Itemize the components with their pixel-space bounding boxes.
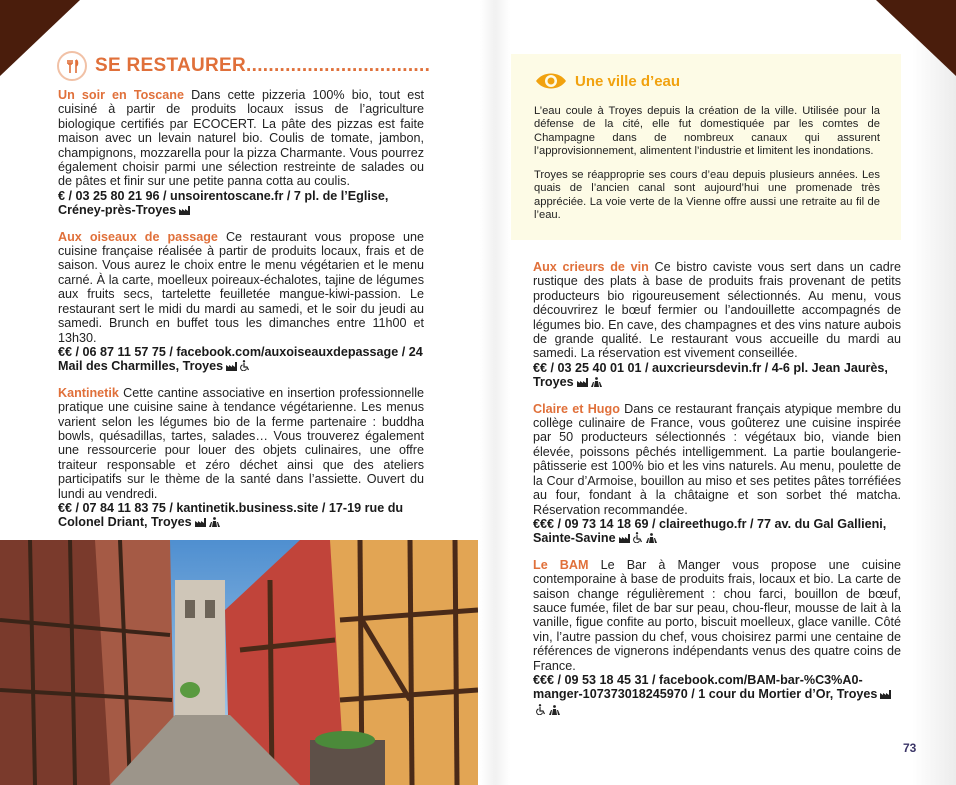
people-icon (646, 532, 657, 546)
restaurant-description: Dans ce restaurant français atypique membre du collège culinaire de France, vous goûterez une cuisine inspirée par 50 producteurs sélectionnés : végétaux bio, viande bien élevée, poissons pêchés intelligemment. La partie boulangerie-pâtisserie est 100% bio et les vins naturels. Au menu, poulette de la Cour d’Armoise, bouillon au miso et ses petites pâtes torréfiées au four, fondant à la châtaigne et son sorbet thé matcha. Réservation recommandée. (533, 401, 901, 517)
restaurant-description: Le Bar à Manger vous propose une cuisine contemporaine à base de produits frais, locaux et bio. La carte de saison change régulièrement : chou farci, bouillon de bœuf, sauce fumée, filet de bar sur peau, chou-fleur, mousse de lait à la vanille, figue confite au porto, biscuit moelleux, glace vanille. Côté vin, l’autre passion du chef, vous choisirez parmi une centaine de références de vignerons indépendants venus des quatre coins de France. (533, 557, 901, 673)
box-paragraph: L’eau coule à Troyes depuis la création de la ville. Utilisée pour la défense de la cité, elle fut domestiquée par les comtes de Champagne dans de nombreux canaux qui assurent l’approvisionnement, alimentent l’industrie et limitent les inondations. (534, 105, 880, 157)
restaurant-description: Dans cette pizzeria 100% bio, tout est cuisiné à partir de produits locaux issus de l’agriculture biologique certifiés par ECOCERT. La pâte des pizzas est faite maison avec un levain naturel bio. Coulis de tomate, jambon, champignons, mozzarella pour la pizza Charmante. Vous pourrez également choisir parmi une sélection restreinte de salades ou de pâtes et finir sur une petite panna cotta au coulis. (58, 88, 424, 189)
restaurant-entry (533, 402, 901, 547)
wheelchair-icon (536, 704, 546, 718)
restaurant-name: Aux crieurs de vin (533, 260, 649, 274)
restaurant-name: Aux oiseaux de passage (58, 229, 218, 244)
left-column (58, 88, 424, 542)
wheelchair-icon (240, 360, 250, 374)
restaurant-name: Un soir en Toscane (58, 88, 184, 102)
restaurant-name: Kantinetik (58, 385, 119, 400)
restaurant-info: €€ / 06 87 11 57 75 / facebook.com/auxoiseauxdepassage / 24 Mail des Charmilles, Troyes (58, 344, 423, 374)
eye-icon (535, 71, 567, 91)
restaurant-name: Claire et Hugo (533, 401, 620, 416)
section-header (57, 51, 430, 81)
factory-icon (195, 516, 206, 530)
restaurant-description: Cette cantine associative en insertion professionnelle pratique une cuisine saine à tendance végétarienne. Les menus varient selon les légumes bio de la ferme partenaire : buddha bowls, quésadillas, tartes, salades… Vous trouverez également une ressourcerie pour louer des objets culinaires, une offre traiteur responsable et zéro déchet ainsi que des ateliers participatifs sur le thème de la santé dans l’assiette. Ouvert du lundi au vendredi. (58, 385, 424, 501)
right-column (533, 260, 901, 729)
restaurant-info: € / 03 25 80 21 96 / unsoirentoscane.fr / 7 pl. de l’Eglise, Créney-près-Troyes (58, 188, 389, 218)
info-box (511, 54, 901, 240)
people-icon (591, 376, 602, 390)
restaurant-entry (58, 88, 424, 219)
factory-icon (577, 376, 588, 390)
wheelchair-icon (633, 532, 643, 546)
restaurant-description: Ce bistro caviste vous sert dans un cadre rustique des plats à base de produits frais provenant de petits producteurs bio rigoureusement sélectionnés. Au menu, vous découvrirez le bœuf fermier ou l’andouillette accompagnés de légumes bio. En cave, des champagnes et des vins nature aubois de grande qualité. Le restaurant vous accueille du mardi au samedi. La réservation est vivement conseillée. (533, 260, 902, 361)
factory-icon (619, 532, 630, 546)
people-icon (209, 516, 220, 530)
cutlery-icon (57, 51, 87, 81)
restaurant-name: Le BAM (533, 557, 589, 572)
factory-icon (226, 360, 237, 374)
restaurant-description: Ce restaurant vous propose une cuisine française réalisée à partir de produits locaux, frais et de saison. Vous aurez le choix entre le menu végétarien et le menu carné. À la carte, moelleux poireaux-échalotes, tajine de légumes aux fruits secs, tartelette feuilletée mangue-kiwi-passion. Le restaurant sert le midi du mardi au samedi, et le soir du jeudi au samedi. Brunch en buffet tous les dimanches entre 11h00 et 13h30. (58, 229, 425, 345)
restaurant-entry (58, 386, 424, 531)
restaurant-info: €€ / 07 84 11 83 75 / kantinetik.business.site / 17-19 rue du Colonel Driant, Troyes (58, 500, 404, 530)
restaurant-info: €€ / 03 25 40 01 01 / auxcrieursdevin.fr / 4-6 pl. Jean Jaurès, Troyes (533, 360, 888, 390)
restaurant-info: €€€ / 09 53 18 45 31 / facebook.com/BAM-bar-%C3%A0-manger-107373018245970 / 1 cour du Mortier d’Or, Troyes (533, 672, 878, 702)
restaurant-entry (58, 230, 424, 375)
page-number: 73 (903, 741, 917, 755)
page-fold (480, 0, 510, 785)
factory-icon (179, 204, 190, 218)
restaurant-entry (533, 260, 901, 391)
box-paragraph: Troyes se réapproprie ses cours d’eau depuis plusieurs années. Les quais de l’ancien canal sont aujourd’hui une promenade très appréciée. La voie verte de la Vienne offre aussi une retraite au fil de l’eau. (534, 169, 880, 222)
people-icon (549, 704, 560, 718)
section-title: SE RESTAURER................................. (95, 55, 431, 76)
restaurant-entry (533, 558, 901, 718)
restaurant-info: €€€ / 09 73 14 18 69 / claireethugo.fr / 77 av. du Gal Gallieni, Sainte-Savine (533, 516, 887, 546)
page-edge (912, 0, 956, 785)
box-title: Une ville d’eau (575, 72, 681, 90)
street-photo (0, 540, 478, 785)
factory-icon (880, 688, 891, 702)
